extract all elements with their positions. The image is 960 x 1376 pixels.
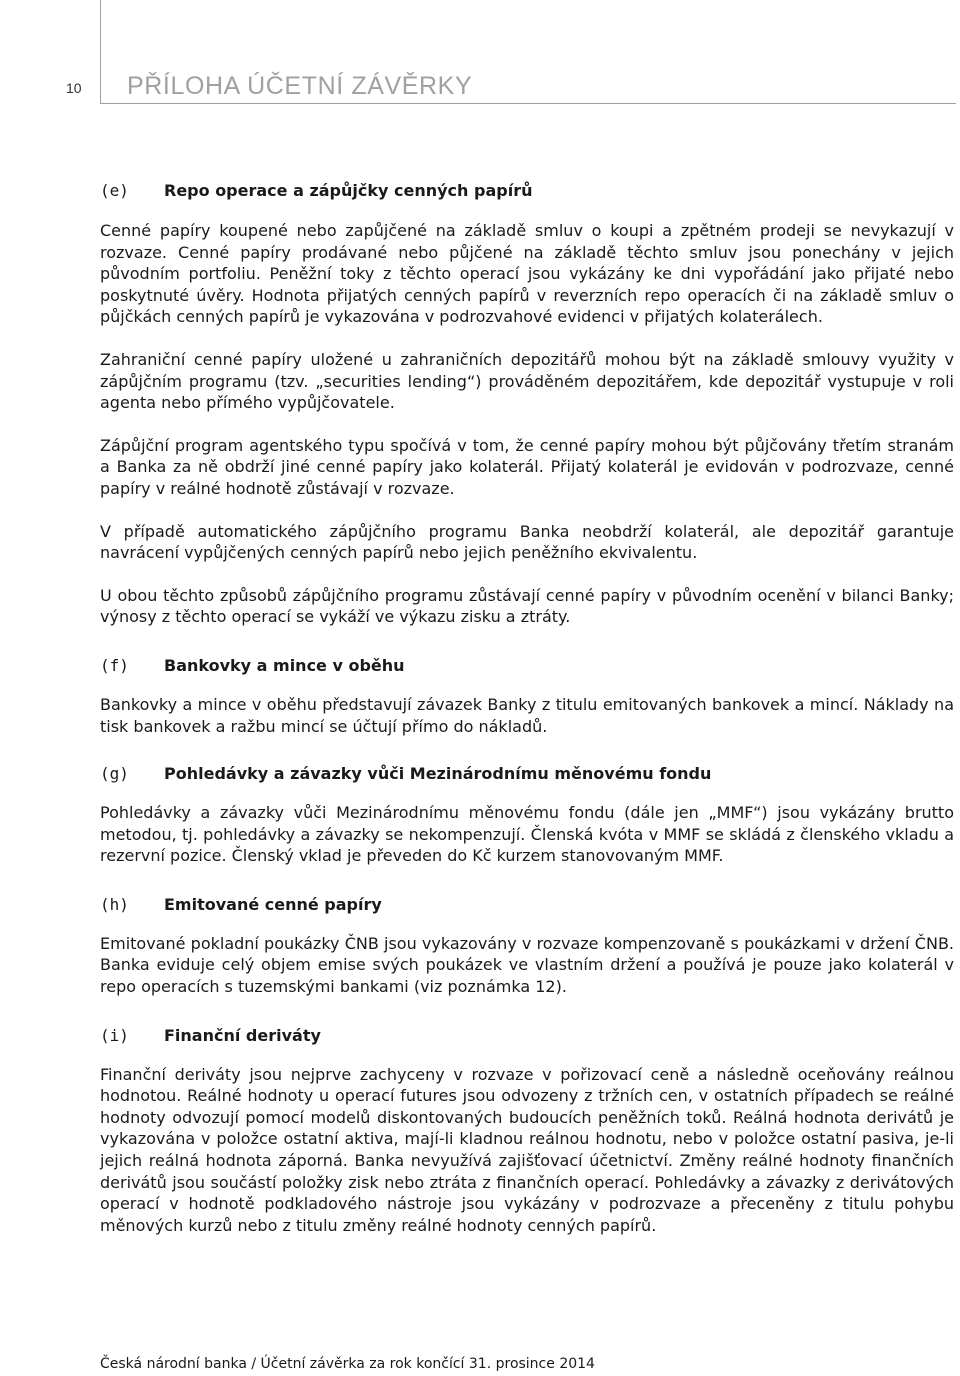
paragraph: U obou těchto způsobů zápůjčního programu zůstávají cenné papíry v původním ocenění v bilanci Banky; výnosy z těchto operací se vykáží ve výkazu zisku a ztráty. [100,585,954,627]
section-title: Finanční deriváty [164,1025,321,1045]
page-number: 10 [66,80,82,96]
section-heading-h [100,894,954,916]
paragraph: Bankovky a mince v oběhu představují závazek Banky z titulu emitovaných bankovek a mincí. Náklady na tisk bankovek a ražbu mincí se účtují přímo do nákladů. [100,694,954,736]
section-heading-e [100,180,954,202]
section-letter: (f) [100,655,129,675]
section-title: Bankovky a mince v oběhu [164,655,405,675]
paragraph: Zahraniční cenné papíry uložené u zahraničních depozitářů mohou být na základě smlouvy využity v zápůjčním programu (tzv. „securities lending“) prováděném depozitářem, kde depozitář vystupuje v roli agenta nebo přímého vypůjčovatele. [100,349,954,413]
section-letter: (g) [100,764,129,784]
paragraph: Finanční deriváty jsou nejprve zachyceny v rozvaze v pořizovací ceně a následně oceňovány reálnou hodnotou. Reálné hodnoty u operací futures jsou odvozeny z tržních cen, v ostatních případech se reálné hodnoty odvozují pomocí modelů diskontovaných budoucích peněžních toků. Reálná hodnota derivátů je vykazována v položce ostatní aktiva, mají-li kladnou reálnou hodnotu, nebo v položce ostatní pasiva, je-li jejich reálná hodnota záporná. Banka nevyužívá zajišťovací účetnictví. Změny reálné hodnoty finančních derivátů jsou součástí položky zisk nebo ztráta z finančních operací. Pohledávky a závazky z derivátových operací v hodnotě podkladového nástroje jsou vykázány v podrozvaze a přeceněny z titulu pohybu měnových kurzů nebo z titulu změny reálné hodnoty cenných papírů. [100,1064,954,1235]
header-title: PŘÍLOHA ÚČETNÍ ZÁVĚRKY [127,72,473,100]
section-letter: (i) [100,1025,129,1045]
section-letter: (h) [100,894,129,914]
section-title: Emitované cenné papíry [164,894,382,914]
section-heading-i [100,1025,954,1047]
header-horizontal-rule [100,103,956,104]
section-heading-g [100,763,954,785]
header-vertical-rule [100,0,101,104]
document-body [100,180,954,1236]
paragraph: Emitované pokladní poukázky ČNB jsou vykazovány v rozvaze kompenzovaně s poukázkami v držení ČNB. Banka eviduje celý objem emise svých poukázek ve vlastním držení a používá je pouze jako kolaterál v repo operacích s tuzemskými bankami (viz poznámka 12). [100,933,954,997]
page-footer: Česká národní banka / Účetní závěrka za rok končící 31. prosince 2014 [100,1356,595,1372]
section-letter: (e) [100,181,129,200]
paragraph: Pohledávky a závazky vůči Mezinárodnímu měnovému fondu (dále jen „MMF“) jsou vykázány brutto metodou, tj. pohledávky a závazky se nekompenzují. Členská kvóta v MMF se skládá z členského vkladu a rezervní pozice. Členský vklad je převeden do Kč kurzem stanovovaným MMF. [100,803,954,866]
paragraph: Cenné papíry koupené nebo zapůjčené na základě smluv o koupi a zpětném prodeji se nevykazují v rozvaze. Cenné papíry prodávané nebo půjčené na základě těchto smluv jsou ponechány v jejich původním portfoliu. Peněžní toky z těchto operací jsou vykázány ke dni vypořádání jako přijaté nebo poskytnuté úvěry. Hodnota přijatých cenných papírů v reverzních repo operacích či na základě smluv o půjčkách cenných papírů je vykazována v podrozvahové evidenci v přijatých kolaterálech. [100,221,954,327]
paragraph: Zápůjční program agentského typu spočívá v tom, že cenné papíry mohou být půjčovány třetím stranám a Banka za ně obdrží jiné cenné papíry jako kolaterál. Přijatý kolaterál je evidován v podrozvaze, cenné papíry v reálné hodnotě zůstávají v rozvaze. [100,435,954,498]
section-title: Pohledávky a závazky vůči Mezinárodnímu měnovému fondu [164,764,712,784]
paragraph: V případě automatického zápůjčního programu Banka neobdrží kolaterál, ale depozitář garantuje navrácení vypůjčených cenných papírů nebo jejich peněžního ekvivalentu. [100,521,954,563]
section-title: Repo operace a zápůjčky cenných papírů [164,181,533,200]
section-heading-f [100,655,954,677]
